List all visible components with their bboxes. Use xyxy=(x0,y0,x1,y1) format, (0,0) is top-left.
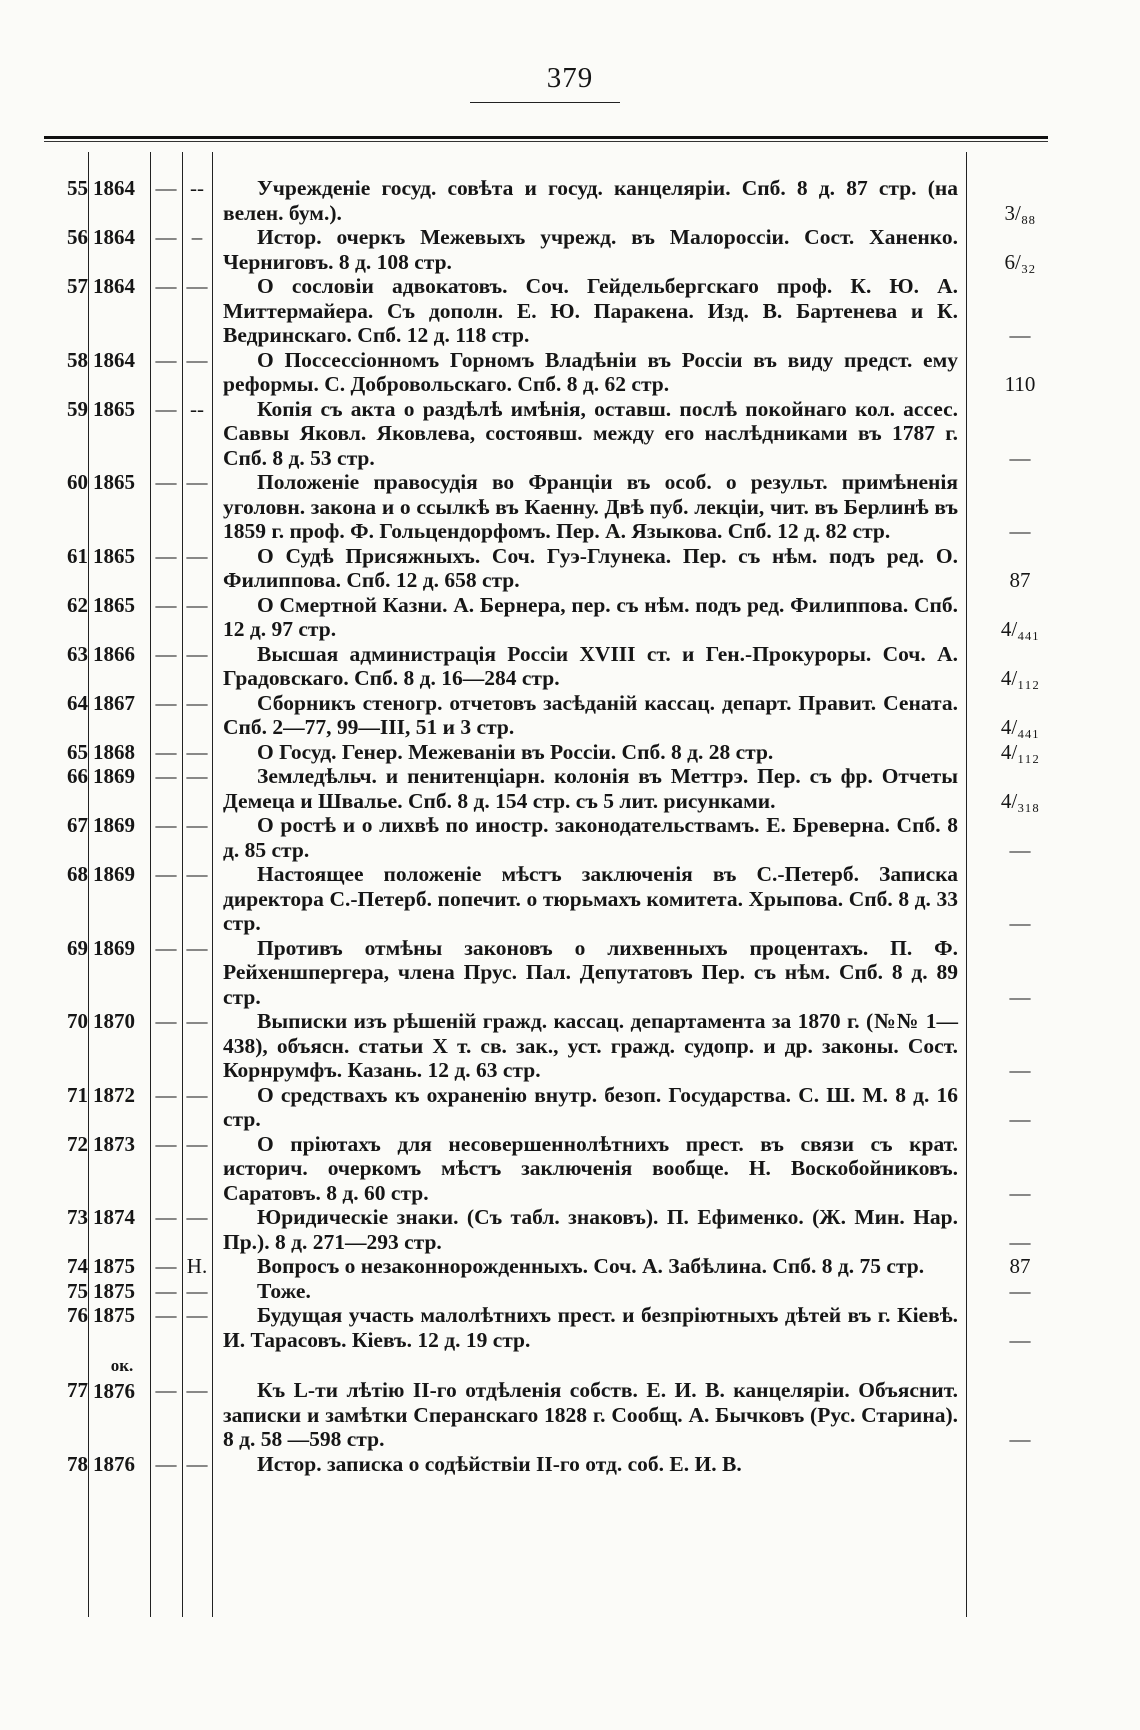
entry-price: — xyxy=(1009,1327,1031,1352)
entry-mark-1: — xyxy=(155,176,177,200)
entry-year xyxy=(93,1254,151,1279)
entry-year xyxy=(93,813,151,838)
entry-price: — xyxy=(1009,984,1031,1009)
entry-number: 66 xyxy=(67,764,88,788)
entry-title: О Судѣ Присяжныхъ. Соч. Гуэ-Глунека. Пер. съ нѣм. подъ ред. О. Филиппова. Спб. 12 д. 658 стр. xyxy=(223,543,958,592)
entry-mark-1: — xyxy=(155,225,177,249)
table-row xyxy=(0,813,1140,862)
table-row xyxy=(0,544,1140,593)
entry-number: 56 xyxy=(67,225,88,249)
entry-price: — xyxy=(1009,1107,1031,1131)
entry-title: Юридическіе знаки. (Съ табл. знаковъ). П. Ефименко. (Ж. Мин. Нар. Пр.). 8 д. 271—293 стр. xyxy=(223,1205,958,1254)
entry-price: 87 xyxy=(1009,568,1031,592)
entry-year-value: 1869 xyxy=(93,813,135,837)
entry-title: Высшая администрація Россіи XVIII ст. и Ген.-Прокуроры. Соч. А. Градовскаго. Спб. 8 д. 16—284 стр. xyxy=(223,641,958,690)
entry-year-value: 1865 xyxy=(93,543,135,568)
entry-title: О Поссессіонномъ Горномъ Владѣніи въ Россіи въ виду предст. ему реформы. С. Добровольскаго. Спб. 8 д. 62 стр. xyxy=(223,347,958,396)
entry-mark-2: — xyxy=(186,1303,208,1327)
table-row xyxy=(0,593,1140,642)
entry-year-value: 1869 xyxy=(93,862,135,886)
entry-title: Выписки изъ рѣшеній гражд. кассац. департамента за 1870 г. (№№ 1—438), объясн. статьи X т. св. зак., уст. гражд. судопр. и др. законы. Сост. Корнрумфъ. Казань. 12 д. 63 стр. xyxy=(223,1009,958,1082)
table-row xyxy=(0,176,1140,225)
entry-title: Копія съ акта о раздѣлѣ имѣнія, оставш. послѣ покойнаго кол. ассес. Саввы Яковл. Яковлева, состоявш. между его наслѣдниками въ 1787 г. Спб. 8 д. 53 стр. xyxy=(223,396,958,470)
entry-number: 63 xyxy=(67,641,88,666)
entry-year-value: 1869 xyxy=(93,935,135,960)
entry-year-value: 1872 xyxy=(93,1082,135,1107)
table-row xyxy=(0,691,1140,740)
entry-mark-2: — xyxy=(186,813,208,837)
entry-price: — xyxy=(1009,1427,1031,1451)
table-row xyxy=(0,1205,1140,1254)
entry-mark-1: — xyxy=(155,764,177,788)
entry-year-value: 1864 xyxy=(93,347,135,372)
table-row xyxy=(0,1279,1140,1304)
table-row xyxy=(0,470,1140,544)
entry-title: Земледѣльч. и пенитенціарн. колонія въ Меттрэ. Пер. съ фр. Отчеты Демеца и Швалье. Спб. 8 д. 154 стр. съ 5 лит. рисунками. xyxy=(223,764,958,813)
entry-price: 4/₃₁₈ xyxy=(1000,788,1040,813)
entry-title: О сословіи адвокатовъ. Соч. Гейдельбергскаго проф. К. Ю. А. Миттермайера. Съ дополн. Е. Ю. Паракена. Изд. В. Бартенева и К. Ведринскаго. Спб. 12 д. 118 стр. xyxy=(223,274,958,347)
entry-mark-1: — xyxy=(155,592,177,617)
entry-year xyxy=(93,1083,151,1108)
entry-price: — xyxy=(1009,323,1031,347)
entry-year xyxy=(93,1303,151,1328)
entry-mark-2: — xyxy=(186,1009,208,1033)
page-number-underline xyxy=(470,102,620,103)
entry-price: 4/₄₄₁ xyxy=(1000,617,1040,641)
entry-price: — xyxy=(1009,445,1031,470)
entry-year-value: 1875 xyxy=(93,1303,135,1327)
table-row xyxy=(0,1356,1140,1452)
table-row xyxy=(0,1132,1140,1206)
entry-title: Противъ отмѣны законовъ о лихвенныхъ процентахъ. П. Ф. Рейхеншпергера, члена Прус. Пал. Депутатовъ Пер. съ нѣм. Спб. 8 д. 89 стр. xyxy=(223,935,958,1009)
entry-price: 4/₁₁₂ xyxy=(1000,739,1040,764)
entry-mark-2: — xyxy=(186,347,208,372)
entry-year-value: 1865 xyxy=(93,592,135,617)
entry-price: 110 xyxy=(1004,372,1036,396)
entry-number: 60 xyxy=(67,470,88,494)
entry-year-value: 1870 xyxy=(93,1009,135,1033)
entry-year xyxy=(93,397,151,422)
entry-title: Будущая участь малолѣтнихъ прест. и безпріютныхъ дѣтей въ г. Кіевѣ. И. Тарасовъ. Кіевъ. 12 д. 19 стр. xyxy=(223,1303,958,1352)
entry-mark-1: — xyxy=(155,690,177,715)
entry-mark-1: — xyxy=(155,641,177,666)
entry-mark-1: — xyxy=(155,862,177,886)
entry-year-value: 1876 xyxy=(93,1451,135,1476)
entry-number: 58 xyxy=(67,347,88,372)
table-row xyxy=(0,642,1140,691)
table-row xyxy=(0,348,1140,397)
entry-year-value: 1864 xyxy=(93,274,135,298)
entry-number: 64 xyxy=(67,690,88,715)
entry-year xyxy=(93,593,151,618)
entry-year-value: 1868 xyxy=(93,739,135,764)
entry-number: 61 xyxy=(67,543,88,568)
entry-price: 6/₃₂ xyxy=(1004,249,1036,274)
entry-year xyxy=(93,691,151,716)
entry-year xyxy=(93,176,151,201)
entry-year-value: 1875 xyxy=(93,1254,135,1278)
entry-title: Настоящее положеніе мѣстъ заключенія въ С.-Петерб. Записка директора С.-Петерб. попечит. о тюрьмахъ комитета. Хрыпова. Спб. 8 д. 33 стр. xyxy=(223,862,958,935)
entry-number: 55 xyxy=(67,176,88,200)
table-row xyxy=(0,1452,1140,1477)
entry-price: — xyxy=(1009,1229,1031,1254)
entry-mark-1: — xyxy=(155,274,177,298)
entry-price: — xyxy=(1009,1180,1031,1205)
table-row xyxy=(0,764,1140,813)
entry-mark-1: — xyxy=(155,1082,177,1107)
entry-mark-2: — xyxy=(186,1451,208,1476)
entry-title: О пріютахъ для несовершеннолѣтнихъ прест. въ связи съ крат. историч. очеркомъ мѣстъ заключенія вообще. Н. Воскобойниковъ. Саратовъ. 8 д. 60 стр. xyxy=(223,1131,958,1205)
entry-mark-2: — xyxy=(186,764,208,788)
entry-year-prefix: ок. xyxy=(110,1356,134,1375)
entry-mark-2: – xyxy=(191,225,203,249)
entry-mark-2: — xyxy=(186,592,208,617)
entry-price: 87 xyxy=(1009,1254,1031,1278)
entry-year-value: 1876 xyxy=(93,1378,135,1403)
entry-number: 77 xyxy=(67,1378,88,1402)
table-row xyxy=(0,862,1140,936)
entry-mark-1: — xyxy=(155,396,177,421)
entry-mark-1: — xyxy=(155,1009,177,1033)
entry-price: 3/₈₈ xyxy=(1004,200,1036,225)
entry-title: Къ L-ти лѣтію II-го отдѣленія собств. Е. И. В. канцеляріи. Объяснит. записки и замѣтки Сперанскаго 1828 г. Сообщ. А. Бычковъ (Рус. Старина). 8 д. 58 —598 стр. xyxy=(223,1378,958,1451)
entry-mark-2: — xyxy=(186,1278,208,1303)
entry-mark-2: — xyxy=(186,543,208,568)
table-row xyxy=(0,1303,1140,1352)
entry-mark-2: — xyxy=(186,1082,208,1107)
entry-number: 70 xyxy=(67,1009,88,1033)
entry-price: — xyxy=(1009,1058,1031,1082)
entry-year xyxy=(93,1452,151,1477)
table-row xyxy=(0,1254,1140,1279)
entry-year-value: 1864 xyxy=(93,225,135,249)
entry-price: 4/₄₄₁ xyxy=(1000,715,1040,739)
entry-title: Положеніе правосудія во Франціи въ особ. о результ. примѣненія уголовн. закона и о ссылкѣ въ Каенну. Двѣ пуб. лекціи, чит. въ Берлинѣ въ 1859 г. проф. Ф. Гольцендорфомъ. Пер. А. Языкова. Спб. 12 д. 82 стр. xyxy=(223,470,958,543)
table-row xyxy=(0,274,1140,348)
entry-title: О средствахъ къ охраненію внутр. безоп. Государства. С. Ш. М. 8 д. 16 стр. xyxy=(223,1082,958,1131)
entry-year-value: 1874 xyxy=(93,1205,135,1229)
entry-mark-1: — xyxy=(155,739,177,764)
entry-number: 59 xyxy=(67,396,88,421)
entry-mark-1: — xyxy=(155,1205,177,1229)
entry-number: 73 xyxy=(67,1205,88,1229)
entry-year-value: 1865 xyxy=(93,470,135,494)
entry-mark-2: — xyxy=(186,862,208,886)
entry-year xyxy=(93,740,151,765)
entry-number: 74 xyxy=(67,1254,88,1278)
entry-year xyxy=(93,348,151,373)
entry-year-value: 1866 xyxy=(93,641,135,666)
entry-mark-2: — xyxy=(186,739,208,764)
entry-mark-2: Н. xyxy=(186,1254,208,1278)
entry-mark-2: -- xyxy=(190,176,204,200)
entry-mark-2: — xyxy=(186,935,208,960)
entry-year xyxy=(93,1205,151,1230)
entry-mark-1: — xyxy=(155,935,177,960)
entry-mark-2: -- xyxy=(190,396,204,421)
entry-mark-1: — xyxy=(155,543,177,568)
entry-number: 67 xyxy=(67,813,88,837)
entries-table xyxy=(0,176,1140,1476)
entry-number: 71 xyxy=(67,1082,88,1107)
entry-year-value: 1869 xyxy=(93,764,135,788)
entry-number: 57 xyxy=(67,274,88,298)
entry-year-value: 1864 xyxy=(93,176,135,200)
entry-year xyxy=(93,936,151,961)
entry-mark-2: — xyxy=(186,1131,208,1156)
table-row xyxy=(0,1083,1140,1132)
entry-mark-2: — xyxy=(186,274,208,298)
entry-title: Истор. очеркъ Межевыхъ учрежд. въ Малороссіи. Сост. Ханенко. Черниговъ. 8 д. 108 стр. xyxy=(223,225,958,274)
entry-mark-2: — xyxy=(186,1378,208,1402)
entry-year-value: 1875 xyxy=(93,1278,135,1303)
entry-year xyxy=(93,274,151,299)
entry-number: 62 xyxy=(67,592,88,617)
entry-year-value: 1865 xyxy=(93,396,135,421)
entry-number: 69 xyxy=(67,935,88,960)
entry-year xyxy=(93,470,151,495)
entry-year xyxy=(93,544,151,569)
entry-mark-1: — xyxy=(155,1131,177,1156)
entry-title: Тоже. xyxy=(257,1278,311,1303)
entry-number: 78 xyxy=(67,1451,88,1476)
entry-year xyxy=(93,1009,151,1034)
entry-mark-1: — xyxy=(155,1451,177,1476)
entry-year xyxy=(93,642,151,667)
entry-year-value: 1867 xyxy=(93,690,135,715)
entry-mark-2: — xyxy=(186,470,208,494)
entry-price: — xyxy=(1009,837,1031,862)
entry-year xyxy=(93,764,151,789)
entry-title: О Госуд. Генер. Межеваніи въ Россіи. Спб. 8 д. 28 стр. xyxy=(257,739,774,764)
entry-number: 68 xyxy=(67,862,88,886)
table-row xyxy=(0,936,1140,1010)
entry-number: 65 xyxy=(67,739,88,764)
entry-number: 75 xyxy=(67,1278,88,1303)
entry-year xyxy=(93,1132,151,1157)
entry-mark-1: — xyxy=(155,347,177,372)
entry-title: Истор. записка о содѣйствіи II-го отд. соб. Е. И. В. xyxy=(257,1451,742,1476)
entry-price: — xyxy=(1009,519,1031,543)
entry-mark-1: — xyxy=(155,1303,177,1327)
entry-title: Сборникъ стеногр. отчетовъ засѣданій кассац. департ. Правит. Сената. Спб. 2—77, 99—III, 51 и 3 стр. xyxy=(223,690,958,739)
entry-price: 4/₁₁₂ xyxy=(1000,666,1040,690)
entry-mark-2: — xyxy=(186,690,208,715)
page-number: 379 xyxy=(546,62,594,94)
table-row xyxy=(0,397,1140,471)
entry-price: — xyxy=(1009,1278,1031,1303)
entry-mark-1: — xyxy=(155,470,177,494)
entry-mark-1: — xyxy=(155,1254,177,1278)
entry-year xyxy=(93,862,151,887)
entry-year xyxy=(93,225,151,250)
entry-price: — xyxy=(1009,911,1031,935)
entry-title: О Смертной Казни. А. Бернера, пер. съ нѣм. подъ ред. Филиппова. Спб. 12 д. 97 стр. xyxy=(223,592,958,641)
entry-mark-1: — xyxy=(155,1278,177,1303)
table-row xyxy=(0,1009,1140,1083)
entry-mark-1: — xyxy=(155,1378,177,1402)
entry-year-value: 1873 xyxy=(93,1131,135,1156)
entry-title: Учрежденіе госуд. совѣта и госуд. канцеляріи. Спб. 8 д. 87 стр. (на велен. бум.). xyxy=(223,176,958,225)
entry-mark-2: — xyxy=(186,1205,208,1229)
header-rule xyxy=(44,136,1048,139)
entry-number: 72 xyxy=(67,1131,88,1156)
entry-number: 76 xyxy=(67,1303,88,1327)
entry-mark-2: — xyxy=(186,641,208,666)
entry-title: Вопросъ о незаконнорожденныхъ. Соч. А. Забѣлина. Спб. 8 д. 75 стр. xyxy=(257,1254,925,1278)
entry-title: О ростѣ и о лихвѣ по иностр. законодательствамъ. Е. Бреверна. Спб. 8 д. 85 стр. xyxy=(223,813,958,862)
table-row xyxy=(0,225,1140,274)
entry-year xyxy=(93,1354,151,1403)
entry-mark-1: — xyxy=(155,813,177,837)
header-rule-thin xyxy=(44,141,1048,142)
entry-year xyxy=(93,1279,151,1304)
table-row xyxy=(0,740,1140,765)
